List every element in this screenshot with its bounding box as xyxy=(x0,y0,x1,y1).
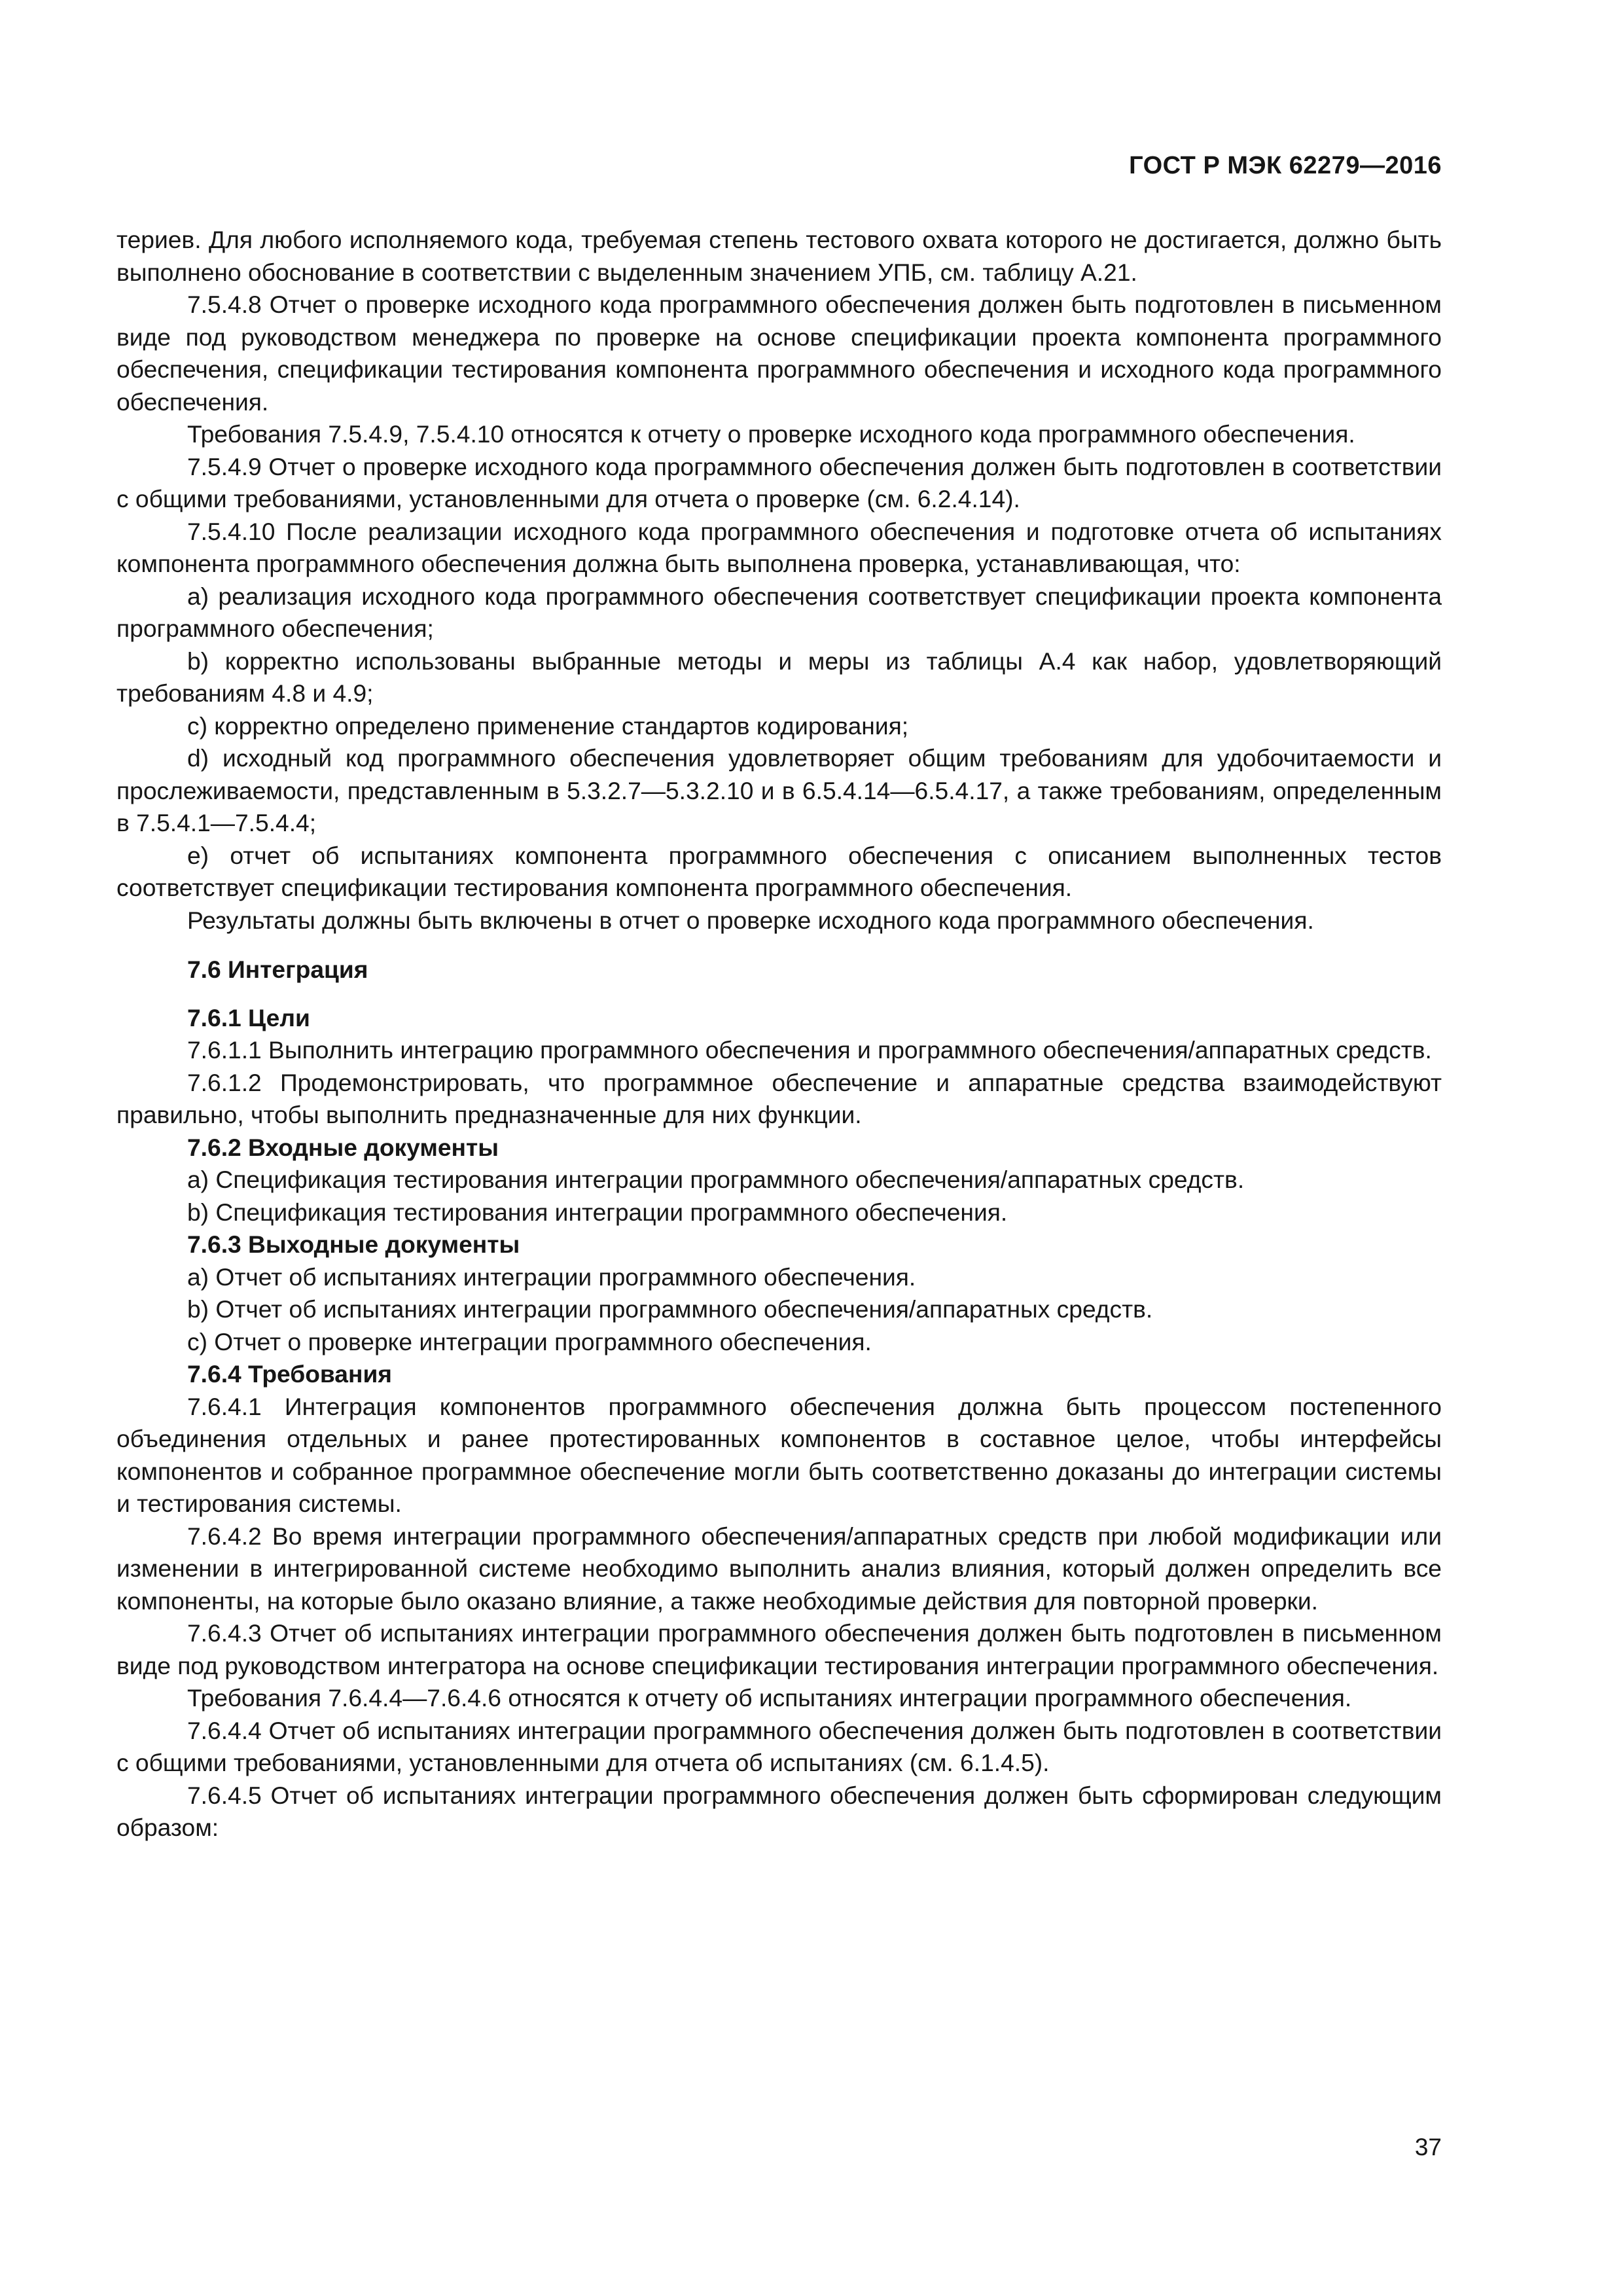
output-doc-b: b) Отчет об испытаниях интеграции программного обеспечения/аппаратных средств. xyxy=(187,1295,1153,1323)
standard-header-title: ГОСТ Р МЭК 62279—2016 xyxy=(1129,152,1442,179)
paragraph-7-6-4-1: 7.6.4.1 Интеграция компонентов программного обеспечения должна быть процессом постепенного объединения отдельных и ранее протестированных компонентов в составное целое, чтобы интерфейсы компонентов и собранное программное обеспечение могли быть соответственно доказаны до интеграции системы и тестирования системы. xyxy=(116,1392,1442,1517)
paragraph-7-6-1-1: 7.6.1.1 Выполнить интеграцию программного обеспечения и программного обеспечения/аппаратных средств. xyxy=(187,1036,1432,1064)
list-item-d: d) исходный код программного обеспечения удовлетворяет общим требованиям для удобочитаемости и прослеживаемости, представленным в 5.3.2.7—5.3.2.10 и в 6.5.4.14—6.5.4.17, а также требованиям, определенным в 7.5.4.1—7.5.4.4; xyxy=(116,744,1442,836)
subsection-heading-7-6-2: 7.6.2 Входные документы xyxy=(187,1133,499,1161)
input-doc-b: b) Спецификация тестирования интеграции программного обеспечения. xyxy=(187,1198,1008,1226)
paragraph-7-6-4-2: 7.6.4.2 Во время интеграции программного обеспечения/аппаратных средств при любой модификации или изменении в интегрированной системе необходимо выполнить анализ влияния, который должен определить все компоненты, на которые было оказано влияние, а также необходимые действия для повторной проверки. xyxy=(116,1522,1442,1615)
page-number: 37 xyxy=(1414,2134,1442,2161)
document-body xyxy=(116,224,1442,1844)
paragraph-results: Результаты должны быть включены в отчет о проверке исходного кода программного обеспечения. xyxy=(187,906,1314,934)
list-item-c: c) корректно определено применение стандартов кодирования; xyxy=(187,711,909,740)
output-doc-a: a) Отчет об испытаниях интеграции программного обеспечения. xyxy=(187,1263,916,1291)
subsection-heading-7-6-1: 7.6.1 Цели xyxy=(187,1003,310,1031)
paragraph-7-5-4-8: 7.5.4.8 Отчет о проверке исходного кода программного обеспечения должен быть подготовлен в письменном виде под руководством менеджера по проверке на основе спецификации проекта компонента программного обеспечения, спецификации тестирования компонента программного обеспечения и исходного кода программного обеспечения. xyxy=(116,291,1442,416)
paragraph-requirements-7-6-4-4-6: Требования 7.6.4.4—7.6.4.6 относятся к отчету об испытаниях интеграции программного обеспечения. xyxy=(187,1684,1352,1712)
paragraph-7-6-1-2: 7.6.1.2 Продемонстрировать, что программное обеспечение и аппаратные средства взаимодействуют правильно, чтобы выполнить предназначенные для них функции. xyxy=(116,1068,1442,1128)
paragraph-requirements-note: Требования 7.5.4.9, 7.5.4.10 относятся к отчету о проверке исходного кода программного обеспечения. xyxy=(187,420,1355,448)
paragraph-7-6-4-5: 7.6.4.5 Отчет об испытаниях интеграции программного обеспечения должен быть сформирован следующим образом: xyxy=(116,1781,1442,1841)
list-item-e: e) отчет об испытаниях компонента программного обеспечения с описанием выполненных тестов соответствует спецификации тестирования компонента программного обеспечения. xyxy=(116,841,1442,901)
paragraph-7-6-4-4: 7.6.4.4 Отчет об испытаниях интеграции программного обеспечения должен быть подготовлен в соответствии с общими требованиями, установленными для отчета об испытаниях (см. 6.1.4.5). xyxy=(116,1716,1442,1776)
output-doc-c: c) Отчет о проверке интеграции программного обеспечения. xyxy=(187,1327,872,1355)
list-item-b: b) корректно использованы выбранные методы и меры из таблицы А.4 как набор, удовлетворяющий требованиям 4.8 и 4.9; xyxy=(116,647,1442,707)
subsection-heading-7-6-3: 7.6.3 Выходные документы xyxy=(187,1230,520,1258)
paragraph-7-5-4-10: 7.5.4.10 После реализации исходного кода программного обеспечения и подготовке отчета об испытаниях компонента программного обеспечения должна быть выполнена проверка, устанавливающая, что: xyxy=(116,517,1442,577)
list-item-a: a) реализация исходного кода программного обеспечения соответствует спецификации проекта компонента программного обеспечения; xyxy=(116,582,1442,642)
input-doc-a: a) Спецификация тестирования интеграции программного обеспечения/аппаратных средств. xyxy=(187,1166,1245,1193)
paragraph-7-5-4-9: 7.5.4.9 Отчет о проверке исходного кода программного обеспечения должен быть подготовлен в соответствии с общими требованиями, установленными для отчета о проверке (см. 6.2.4.14). xyxy=(116,452,1442,512)
subsection-heading-7-6-4: 7.6.4 Требования xyxy=(187,1360,393,1388)
section-heading-7-6: 7.6 Интеграция xyxy=(187,956,368,983)
paragraph-continuation: териев. Для любого исполняемого кода, требуемая степень тестового охвата которого не достигается, должно быть выполнено обоснование в соответствии с выделенным значением УПБ, см. таблицу А.21. xyxy=(116,226,1442,286)
paragraph-7-6-4-3: 7.6.4.3 Отчет об испытаниях интеграции программного обеспечения должен быть подготовлен в письменном виде под руководством интегратора на основе спецификации тестирования интеграции программного обеспечения. xyxy=(116,1619,1442,1679)
